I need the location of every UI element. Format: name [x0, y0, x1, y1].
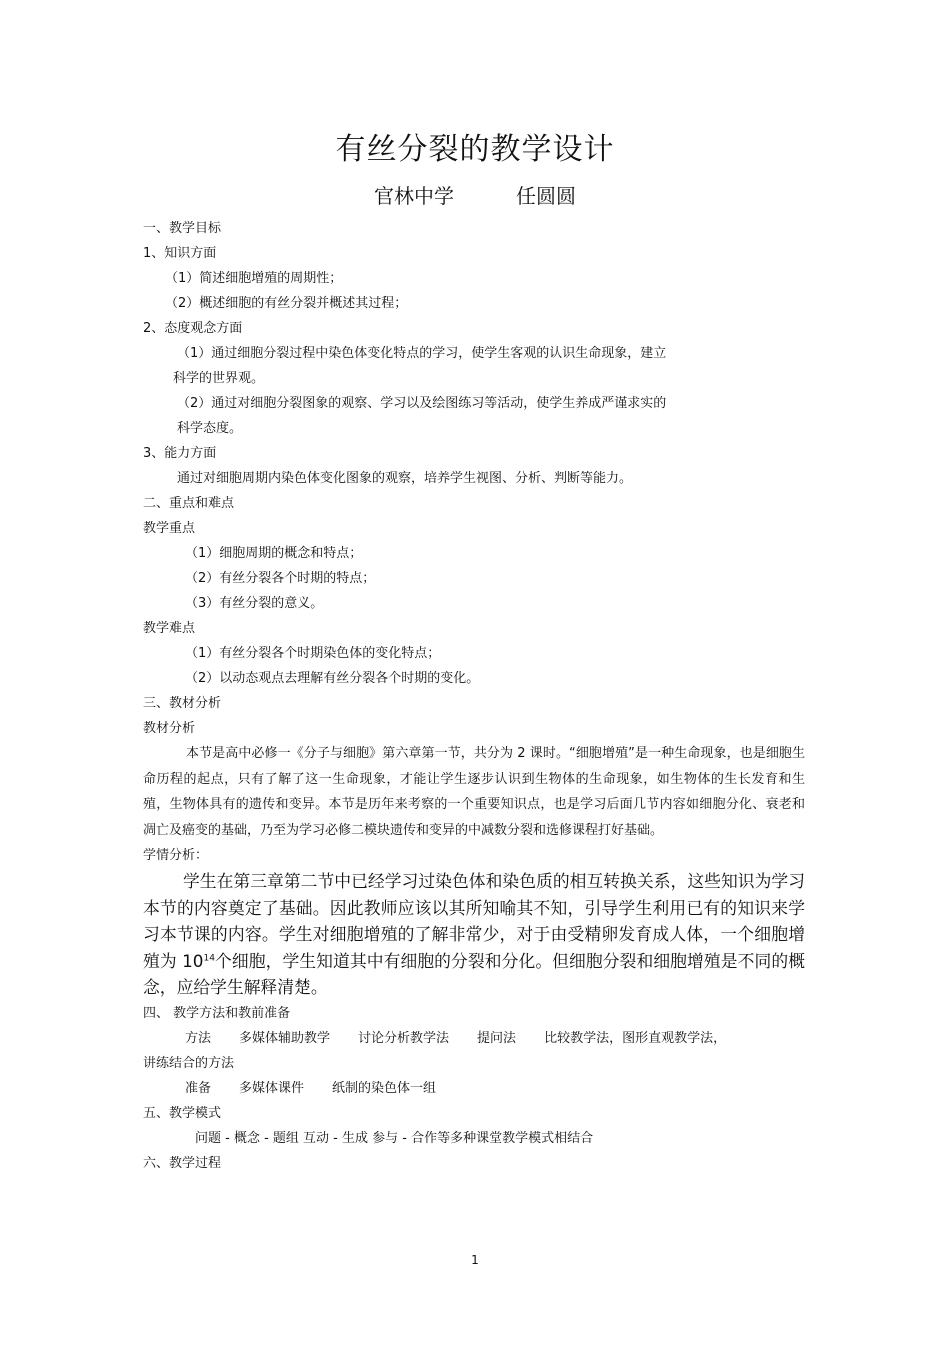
list-item: 通过对细胞周期内染色体变化图象的观察，培养学生视图、分析、判断等能力。 — [177, 471, 633, 486]
learner-analysis-paragraph: 学生在第三章第二节中已经学习过染色体和染色质的相互转换关系，这些知识为学习本节的内容奠定了基础。因此教师应该以其所知喻其不知，引导学生利用已有的知识来学习本节课的内容。学生对细胞增殖的了解非常少，对于由受精卵发育成人体，一个细胞增殖为 $10^{14}$个细胞，学生知道其中有细胞的分裂和分化。但细胞分裂和细胞增殖是不同的概念，应给学生解释清楚。 — [143, 871, 805, 997]
subsection-heading: 教学重点 — [143, 521, 196, 536]
subsection-heading: 教学难点 — [143, 621, 196, 636]
author-name: 任圆圆 — [516, 184, 576, 208]
exponent: 14 — [203, 952, 215, 963]
list-item: （3）有丝分裂的意义。 — [185, 596, 324, 611]
list-item-continuation: 科学态度。 — [177, 421, 243, 436]
page-number: 1 — [471, 1253, 479, 1267]
subsection-heading: 2、态度观念方面 — [143, 321, 243, 336]
list-item: （1）简述细胞增殖的周期性； — [165, 271, 343, 286]
section-heading: 三、教材分析 — [143, 696, 222, 711]
textbook-analysis-paragraph: 本节是高中必修一《分子与细胞》第六章第一节，共分为 2 课时。“细胞增殖”是一种生命现象，也是细胞生命历程的起点，只有了解了这一生命现象，才能让学生逐步认识到生物体的生命现象，如生物体的生长发育和生殖，生物体具有的遗传和变异。本节是历年来考察的一个重要知识点，也是学习后面几节内容如细胞分化、衰老和凋亡及癌变的基础，乃至为学习必修二模块遗传和变异的中减数分裂和选修课程打好基础。 — [143, 746, 805, 838]
list-item: （1）有丝分裂各个时期染色体的变化特点； — [185, 646, 441, 661]
document-title: 有丝分裂的教学设计 — [335, 132, 615, 167]
list-item: （1）细胞周期的概念和特点； — [185, 546, 363, 561]
list-item: （2）通过对细胞分裂图象的观察、学习以及绘图练习等活动，使学生养成严谨求实的 — [177, 396, 667, 411]
subsection-heading: 教材分析 — [143, 721, 196, 736]
section-heading: 二、重点和难点 — [143, 496, 235, 511]
list-item: （2）有丝分裂各个时期的特点； — [185, 571, 376, 586]
document-body — [143, 216, 805, 1176]
method-line: 方法 多媒体辅助教学 讨论分析教学法 提问法 比较教学法，图形直观教学法， — [185, 1030, 727, 1046]
preparation-line: 准备 多媒体课件 纸制的染色体一组 — [185, 1080, 437, 1096]
author-school: 官林中学 — [374, 184, 454, 208]
teaching-mode-text: 问题 - 概念 - 题组 互动 - 生成 参与 - 合作等多种课堂教学模式相结合 — [195, 1130, 594, 1146]
list-item: （1）通过细胞分裂过程中染色体变化特点的学习，使学生客观的认识生命现象，建立 — [177, 346, 667, 361]
section-heading: 一、教学目标 — [143, 221, 222, 236]
method-line-continuation: 讲练结合的方法 — [143, 1055, 235, 1071]
list-item-continuation: 科学的世界观。 — [173, 371, 265, 386]
subsection-heading: 3、能力方面 — [143, 446, 217, 461]
list-item: （2）以动态观点去理解有丝分裂各个时期的变化。 — [185, 671, 480, 686]
section-heading: 五、教学模式 — [143, 1105, 222, 1121]
author-line — [0, 180, 950, 209]
section-heading: 六、教学过程 — [143, 1155, 222, 1171]
subsection-heading: 1、知识方面 — [143, 246, 217, 261]
list-item: （2）概述细胞的有丝分裂并概述其过程； — [165, 296, 408, 311]
subsection-heading: 学情分析： — [143, 848, 209, 863]
section-heading: 四、 教学方法和教前准备 — [143, 1005, 291, 1021]
